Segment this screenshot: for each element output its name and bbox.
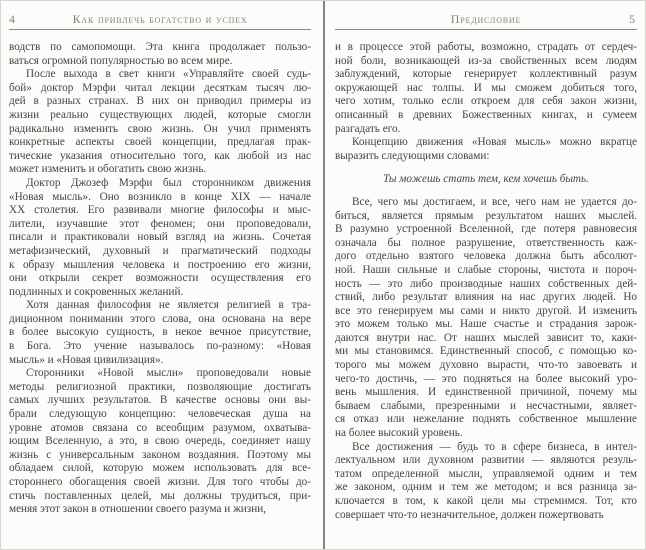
text-line: совершает что-то незначительное, должен пожертвовать (335, 508, 604, 521)
running-header-right (335, 12, 637, 30)
text-line: разгадать его. (335, 122, 401, 135)
text-line: заблуждений, которые генерирует коллективный разум (335, 68, 637, 81)
text-line: ной. Наши сильные и слабые стороны, чистота и пороч- (335, 263, 637, 276)
text-line: чего-то достичь, — это подняться на более высокий уро- (335, 372, 637, 385)
text-line: радикально изменить свою жизнь. Он учил применять (9, 122, 311, 135)
text-line: биться, является прямым результатом наших мыслей. (335, 209, 637, 222)
text-line: чего хотим, только если откроем для себя закон жизни, (335, 95, 637, 108)
text-line: ся отказ или нежелание поднять собственное мышление (335, 413, 637, 426)
text-line: это можем только мы. Наше счастье и страдания зарож- (335, 318, 637, 331)
text-line: диционном понимании этого слова, она основана на вере (9, 312, 311, 325)
page-body-left (9, 41, 311, 517)
text-line: лектуальном или духовном развитии — являются резуль- (335, 454, 637, 467)
text-line: лители, изучавшие этот феномен; они проповедовали, (9, 217, 311, 230)
text-line: брали следующую концепцию: человеческая душа на (9, 408, 311, 421)
text-line: писали и практиковали новый взгляд на жизнь. Сочетая (9, 231, 311, 244)
text-line: водств по самопомощи. Эта книга продолжает пользо- (9, 41, 311, 53)
page-right[interactable] (325, 1, 645, 549)
running-title-left: Как привлечь богатство и успех (72, 12, 248, 26)
text-line: ми мы становимся. Единственный способ, с помощью ко- (335, 345, 637, 358)
text-line: жизни реально существующих людей, которые смогли (9, 108, 311, 121)
text-line: и в процессе этой работы, возможно, страдать от сердеч- (335, 41, 637, 53)
text-line: самых лучших результатов. В качестве основы они вы- (9, 394, 311, 407)
text-line: меняя этот закон в отношении своего разума и жизни, (9, 503, 266, 516)
page-number-left: 4 (9, 12, 15, 26)
text-line: «Новая мысль». Оно возникло в конце XIX — начале (9, 190, 311, 203)
text-line: подлинных и сокровенных желаний. (9, 285, 184, 298)
text-line: Сторонники «Новой мысли» проповедовали новые (26, 367, 311, 380)
text-line: После выхода в свет книги «Управляйте своей судь- (26, 68, 311, 81)
text-line: дого отдельно взятого человека должна быть абсолют- (335, 250, 637, 263)
text-line: может изменить и обогатить свою жизнь. (9, 163, 207, 176)
page-body-right (335, 41, 637, 522)
text-line: уровне атомов связана со всеобщим разумом, охватыва- (9, 421, 311, 434)
page-left[interactable] (1, 1, 323, 549)
running-title-right: Предисловие (450, 12, 522, 26)
text-line: даются внутри нас. От наших мыслей зависит то, каки- (335, 331, 637, 344)
page-number-right: 5 (629, 12, 635, 26)
text-line: бываем слабыми, презренными и несчастными, являет- (335, 399, 637, 412)
text-line: конкретные аспекты своей концепции, предлагая прак- (9, 136, 311, 149)
text-line: описанный в древних Божественных книгах, и сумеем (335, 108, 637, 121)
text-line: стичь поставленных целей, мы должны трудиться, при- (9, 489, 311, 502)
text-line: ющим Вселенную, а это, в свою очередь, соединяет нашу (9, 435, 311, 448)
text-line: вень мышления. И единственной причиной, почему мы (335, 386, 637, 399)
text-line: ной боли, возникающей из-за свойственных всем людям (335, 54, 637, 67)
text-line: Хотя данная философия не является религией в тра- (26, 299, 311, 312)
text-line: Все достижения — будь то в сфере бизнеса, в интел- (352, 440, 637, 453)
text-line: они открыли секрет возможности осуществления его (9, 272, 311, 285)
running-header-left (9, 12, 311, 30)
text-line: Все, чего мы достигаем, и все, чего нам не удается до- (352, 195, 637, 208)
text-line: ность — это либо производные наших собственных дей- (335, 277, 637, 290)
epigraph-quote: Ты можешь стать тем, кем хочешь быть. (383, 173, 589, 186)
text-line: же законом, одним и тем же методом; и вся разница за- (335, 481, 637, 494)
text-line: ваться огромной популярностью во всем мире. (9, 54, 233, 67)
text-line: окружающей нас толпы. И мы сможем добиться того, (335, 81, 637, 94)
text-line: методы религиозной практики, позволяющие достигать (9, 380, 311, 393)
text-line: мысль» и «Новая цивилизация». (9, 353, 164, 366)
text-line: торого мы можем духовно вырасти, что-то завоевать и (335, 359, 637, 372)
text-line: означала бы полное разрушение, ответственность каж- (335, 236, 637, 249)
text-line: выразить следующими словами: (335, 149, 490, 162)
text-line: дей в разных странах. В них он приводил примеры из (9, 95, 311, 108)
text-line: в более высокую сущность, в некое вечное присутствие, (9, 326, 311, 339)
text-line: жизнь с универсальным законом воздаяния. Поэтому мы (9, 448, 311, 461)
text-line: обладаем силой, которую можем использовать для все- (9, 462, 311, 475)
text-line: бой» доктор Мэрфи читал лекции десяткам тысяч лю- (9, 81, 311, 94)
text-line: тические указания относительно того, как любой из нас (9, 149, 311, 162)
text-line: Концепцию движения «Новая мысль» можно вкратце (352, 136, 637, 149)
text-line: все это генерируем мы сами и никто другой. И изменить (335, 304, 637, 317)
text-line: ключается в том, к какой цели мы стремимся. Тот, кто (335, 495, 637, 507)
text-line: стороннего обогащения своей жизни. Для того чтобы до- (9, 476, 311, 488)
text-line: метафизический, духовный и прагматический подходы (9, 244, 311, 257)
text-line: Доктор Джозеф Мэрфи был сторонником движения (26, 176, 311, 189)
text-line: В разумно устроенной Вселенной, где потеря равновесия (335, 223, 637, 236)
text-line: XX столетия. Его развивали многие философы и мыс- (9, 204, 311, 217)
text-line: на более высокий уровень. (335, 427, 463, 440)
text-line: к образу мышления человека и построению его жизни, (9, 258, 311, 271)
text-line: ствий, либо результат влияния на нас других людей. Но (335, 291, 637, 304)
text-line: в Бога. Это учение называлось по-разному: «Новая (9, 340, 311, 353)
text-line: татом определенной мысли, управляемой одним и тем (335, 467, 637, 480)
